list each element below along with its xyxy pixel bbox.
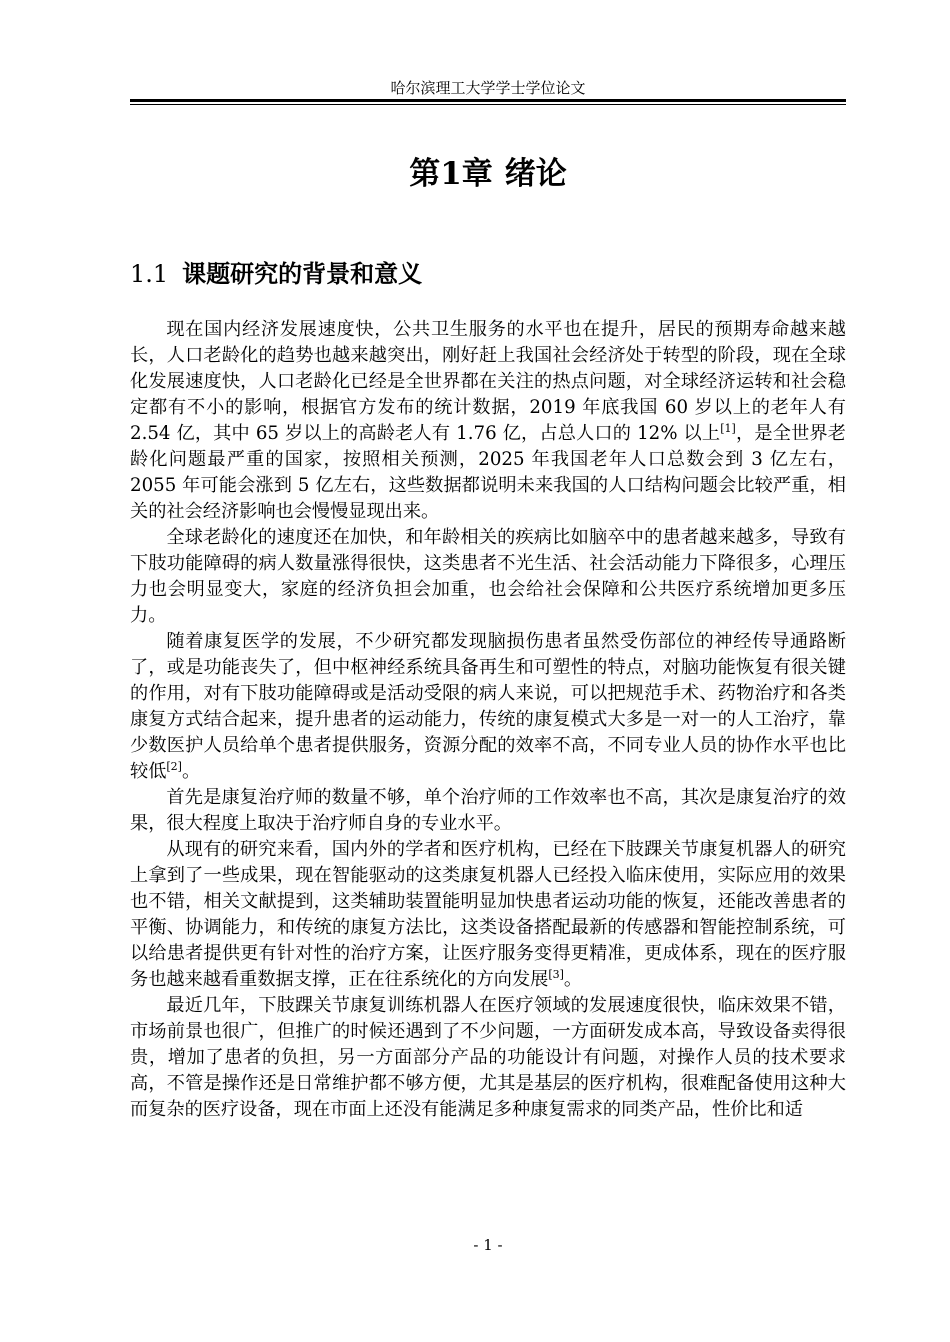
paragraph-text: 从现有的研究来看，国内外的学者和医疗机构，已经在下肢踝关节康复机器人的研究上拿到了一些成果，现在智能驱动的这类康复机器人已经投入临床使用，实际应用的效果也不错，相关文献提到，这类辅助装置能明显加快患者运动功能的恢复，还能改善患者的平衡、协调能力，和传统的康复方法比，这类设备搭配最新的传感器和智能控制系统，可以给患者提供更有针对性的治疗方案，让医疗服务变得更精准，更成体系，现在的医疗服务也越来越看重数据支撑，正在往系统化的方向发展 <box>130 839 846 990</box>
section-number: 1.1 <box>130 260 169 288</box>
chapter-number: 第1章 <box>409 156 493 192</box>
paragraph-text: 最近几年，下肢踝关节康复训练机器人在医疗领域的发展速度很快，临床效果不错，市场前景也很广，但推广的时候还遇到了不少问题，一方面研发成本高，导致设备卖得很贵，增加了患者的负担，另一方面部分产品的功能设计有问题，对操作人员的技术要求高，不管是操作还是日常维护都不够方便，尤其是基层的医疗机构，很难配备使用这种大而复杂的医疗设备，现在市面上还没有能满足多种康复需求的同类产品，性价比和适 <box>130 995 846 1120</box>
section-title <box>130 257 422 291</box>
paragraph-2 <box>130 525 846 629</box>
header-rule-thin <box>130 104 846 105</box>
header-rule-thick <box>130 99 846 102</box>
paragraph-text: 现在国内经济发展速度快，公共卫生服务的水平也在提升，居民的预期寿命越来越长，人口老龄化的趋势也越来越突出，刚好赶上我国社会经济处于转型的阶段，现在全球化发展速度快，人口老龄化已经是全世界都在关注的热点问题，对全球经济运转和社会稳定都有不小的影响，根据官方发布的统计数据，2019 年底我国 60 岁以上的老年人有 2.54 亿，其中 65 岁以上的高龄老人有 1.76 亿，占总人口的 12% 以上 <box>130 319 846 444</box>
citation-ref[interactable]: [2] <box>166 759 182 773</box>
paragraph-6 <box>130 993 846 1123</box>
paragraph-tail: 。 <box>181 761 201 782</box>
chapter-title <box>130 153 846 195</box>
section-name: 课题研究的背景和意义 <box>182 259 423 288</box>
citation-ref[interactable]: [3] <box>548 967 564 981</box>
chapter-name: 绪论 <box>504 156 567 192</box>
paragraph-5 <box>130 837 846 993</box>
paragraph-text: 随着康复医学的发展，不少研究都发现脑损伤患者虽然受伤部位的神经传导通路断了，或是功能丧失了，但中枢神经系统具备再生和可塑性的特点，对脑功能恢复有很关键的作用，对有下肢功能障碍或是活动受限的病人来说，可以把规范手术、药物治疗和各类康复方式结合起来，提升患者的运动能力，传统的康复模式大多是一对一的人工治疗，靠少数医护人员给单个患者提供服务，资源分配的效率不高，不同专业人员的协作水平也比较低 <box>130 631 846 782</box>
paragraph-3 <box>130 629 846 785</box>
paragraph-4 <box>130 785 846 837</box>
citation-ref[interactable]: [1] <box>720 421 736 435</box>
body-text <box>130 317 846 1123</box>
paragraph-tail: 。 <box>563 969 583 990</box>
paragraph-text: 全球老龄化的速度还在加快，和年龄相关的疾病比如脑卒中的患者越来越多，导致有下肢功能障碍的病人数量涨得很快，这类患者不光生活、社会活动能力下降很多，心理压力也会明显变大，家庭的经济负担会加重，也会给社会保障和公共医疗系统增加更多压力。 <box>130 527 846 626</box>
paragraph-1 <box>130 317 846 525</box>
paragraph-tail: ，是全世界老龄化问题最严重的国家，按照相关预测，2025 年我国老年人口总数会到 3 亿左右，2055 年可能会涨到 5 亿左右，这些数据都说明未来我国的人口结构问题会比较严重，相关的社会经济影响也会慢慢显现出来。 <box>130 423 846 522</box>
paragraph-text: 首先是康复治疗师的数量不够，单个治疗师的工作效率也不高，其次是康复治疗的效果，很大程度上取决于治疗师自身的专业水平。 <box>130 787 846 834</box>
page-number: - 1 - <box>473 1236 503 1254</box>
running-header: 哈尔滨理工大学学士学位论文 <box>390 79 586 97</box>
